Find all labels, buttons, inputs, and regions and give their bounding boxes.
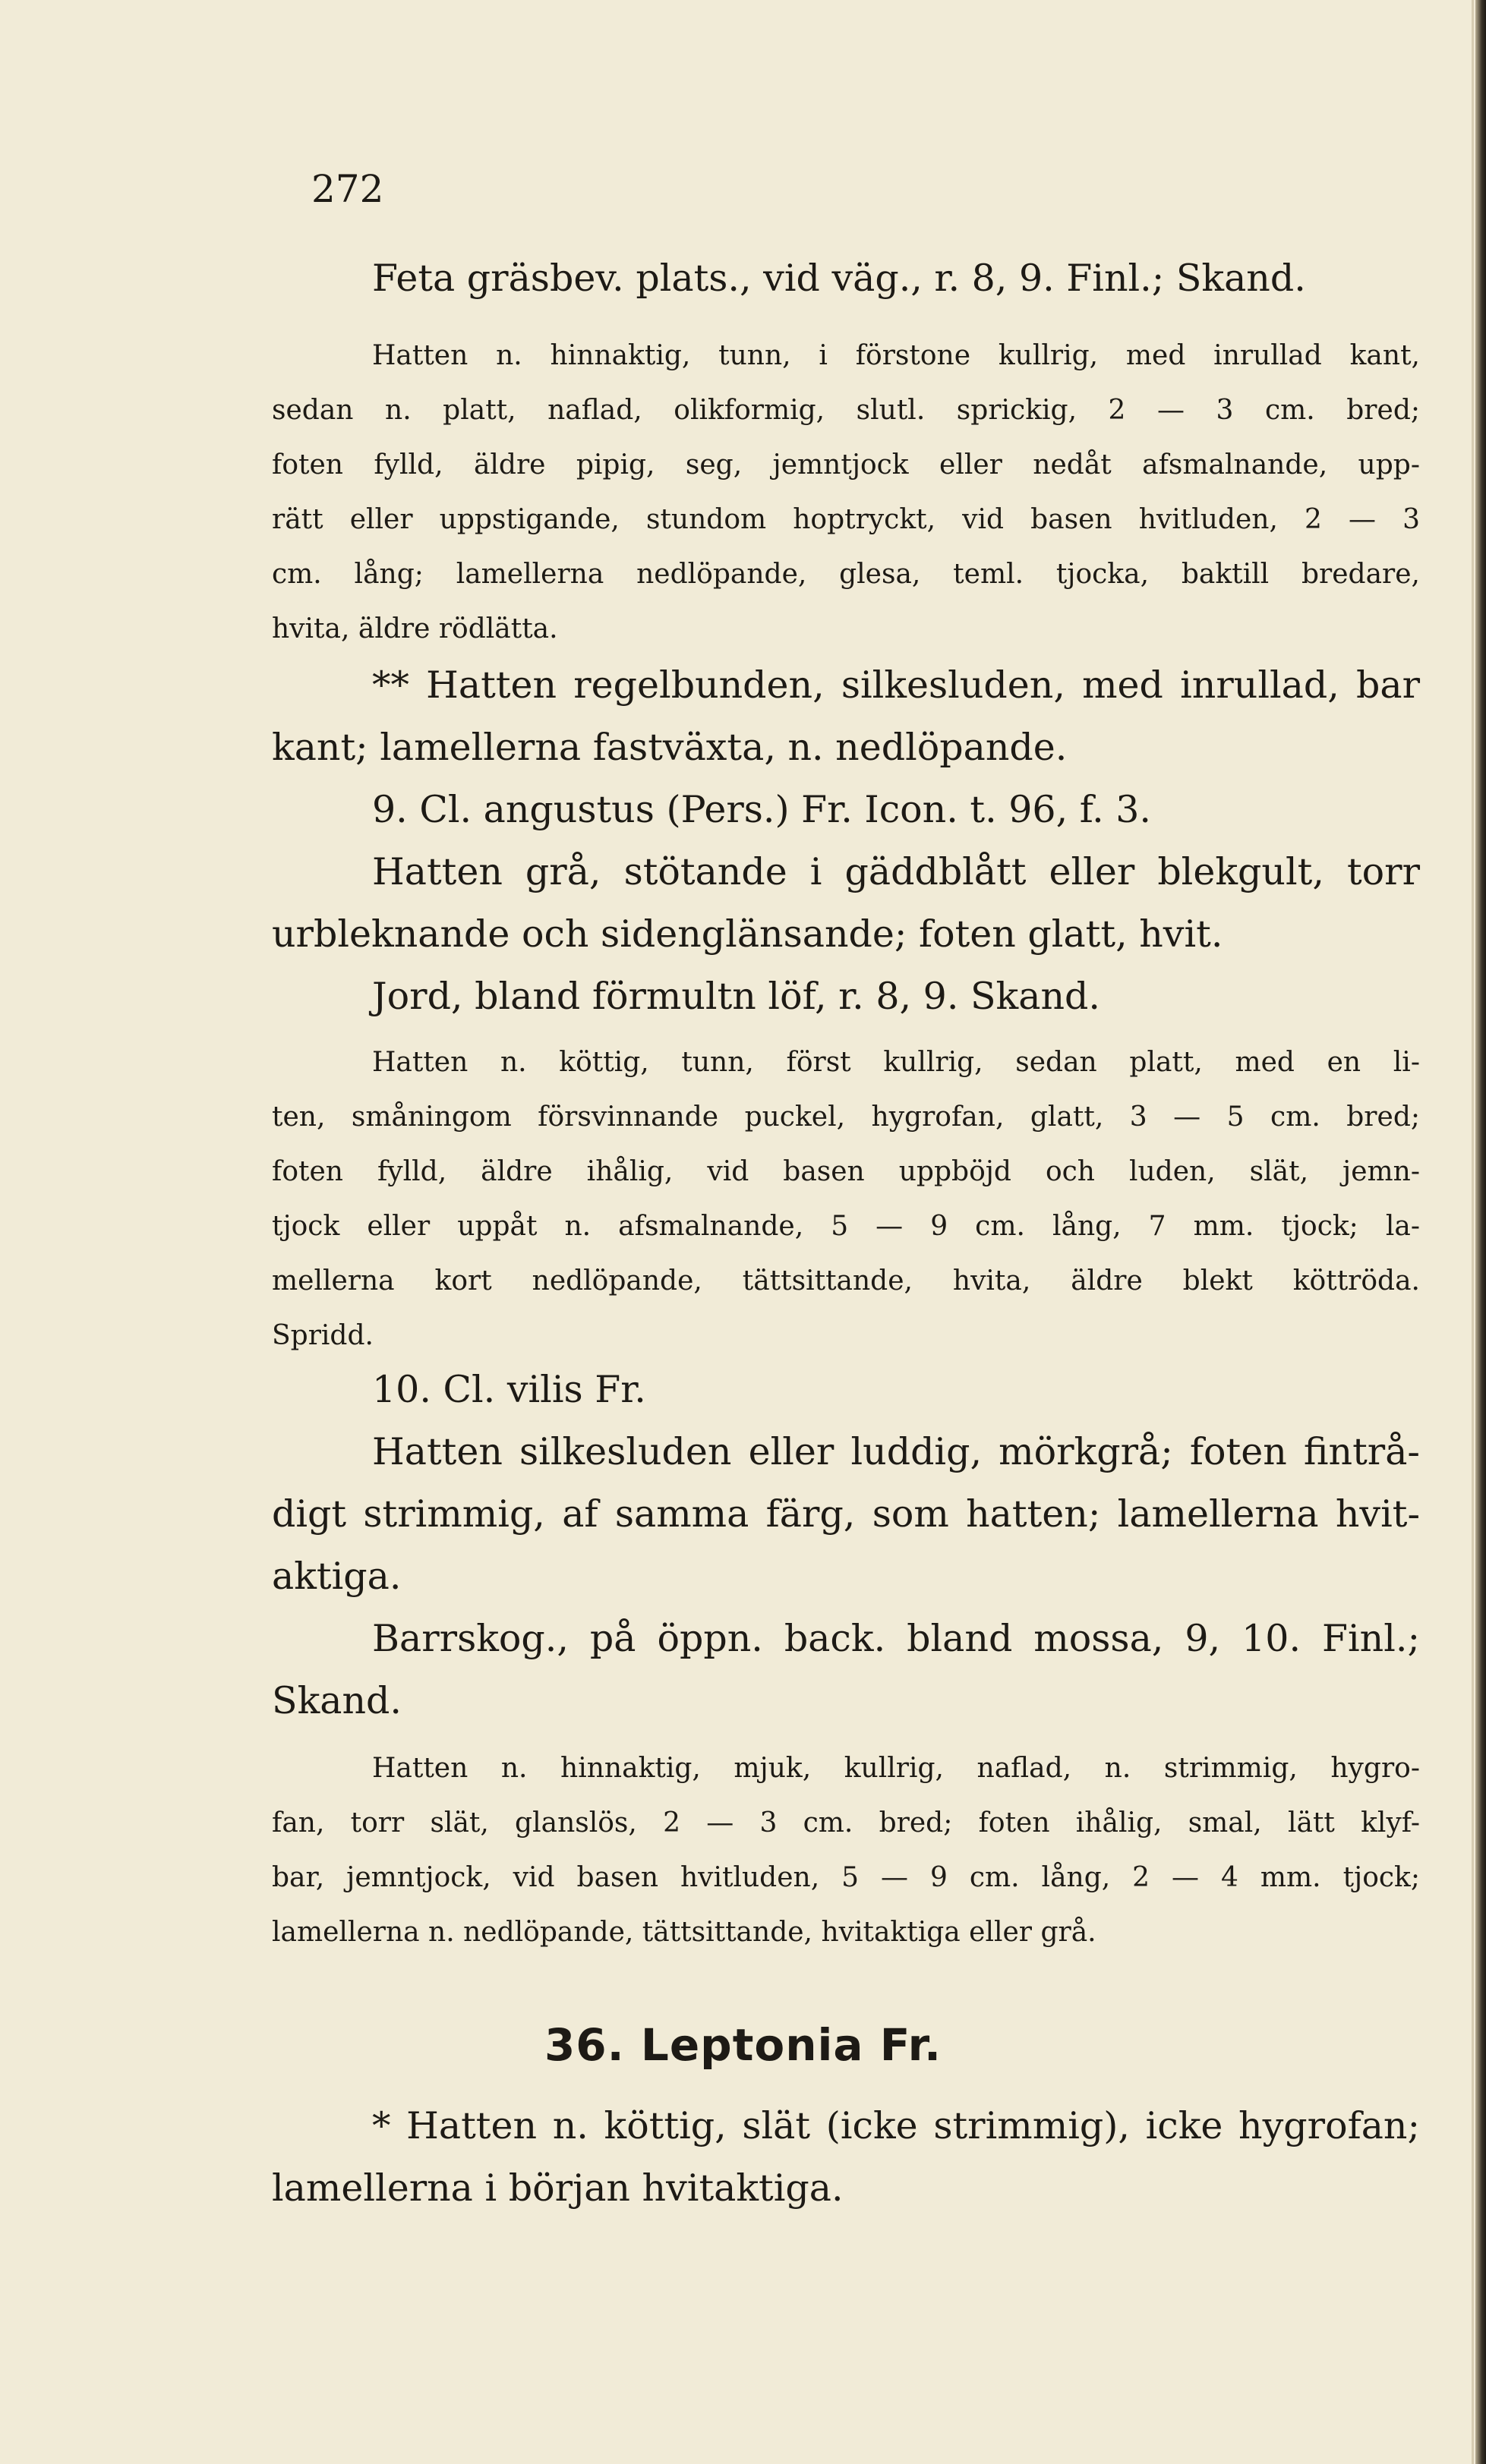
description-paragraph: [272, 329, 1420, 657]
text-line: 9. Cl. angustus (Pers.) Fr. Icon. t. 96, f. 3.: [372, 788, 1152, 831]
text-line: Feta gräsbev. plats., vid väg., r. 8, 9. Finl.; Skand.: [372, 257, 1306, 300]
text-line: sedan n. platt, naflad, olikformig, slutl. sprickig, 2 — 3 cm. bred;: [272, 395, 1420, 426]
text-line: Hatten n. köttig, tunn, först kullrig, sedan platt, med en li-: [372, 1047, 1420, 1078]
habitat-line: [272, 966, 1420, 1028]
text-line: Hatten n. hinnaktig, mjuk, kullrig, naflad, n. strimmig, hygro-: [372, 1753, 1420, 1784]
text-line: Barrskog., på öppn. back. bland mossa, 9, 10. Finl.;: [372, 1617, 1420, 1660]
text-line: urbleknande och sidenglänsande; foten glatt, hvit.: [272, 912, 1223, 956]
text-line: Jord, bland förmultn löf, r. 8, 9. Skand.: [372, 975, 1100, 1018]
section-key: [272, 2095, 1420, 2220]
text-line: mellerna kort nedlöpande, tättsittande, hvita, äldre blekt köttröda.: [272, 1265, 1420, 1297]
description-paragraph: [272, 1035, 1420, 1363]
text-line: lamellerna i början hvitaktiga.: [272, 2166, 844, 2210]
text-line: fan, torr slät, glanslös, 2 — 3 cm. bred; foten ihålig, smal, lätt klyf-: [272, 1807, 1420, 1839]
text-line: aktiga.: [272, 1555, 402, 1598]
text-line: Hatten silkesluden eller luddig, mörkgrå; foten fintrå-: [372, 1430, 1420, 1473]
text-line: foten fylld, äldre pipig, seg, jemntjock eller nedåt afsmalnande, upp-: [272, 449, 1420, 481]
text-line: ** Hatten regelbunden, silkesluden, med inrullad, bar: [372, 663, 1420, 707]
text-line: bar, jemntjock, vid basen hvitluden, 5 — 9 cm. lång, 2 — 4 mm. tjock;: [272, 1862, 1420, 1893]
section-key: [272, 654, 1420, 779]
page-number: 272: [311, 167, 384, 211]
text-line: cm. lång; lamellerna nedlöpande, glesa, teml. tjocka, baktill bredare,: [272, 559, 1420, 590]
text-line: 10. Cl. vilis Fr.: [372, 1368, 646, 1411]
habitat-line: [272, 247, 1420, 310]
text-line: tjock eller uppåt n. afsmalnande, 5 — 9 cm. lång, 7 mm. tjock; la-: [272, 1211, 1420, 1242]
text-line: digt strimmig, af samma färg, som hatten; lamellerna hvit-: [272, 1492, 1420, 1536]
book-spine: [1475, 0, 1486, 2464]
text-line: Hatten grå, stötande i gäddblått eller blekgult, torr: [372, 850, 1420, 893]
species-heading: [272, 779, 1420, 841]
text-line: Spridd.: [272, 1320, 374, 1351]
text-line: * Hatten n. köttig, slät (icke strimmig), icke hygrofan;: [372, 2104, 1420, 2147]
text-line: foten fylld, äldre ihålig, vid basen uppböjd och luden, slät, jemn-: [272, 1156, 1420, 1187]
description-paragraph: [272, 1741, 1420, 1960]
text-line: Hatten n. hinnaktig, tunn, i förstone kullrig, med inrullad kant,: [372, 340, 1420, 371]
genus-heading: 36. Leptonia Fr.: [544, 2019, 942, 2071]
species-diagnosis: [272, 1421, 1420, 1608]
text-line: rätt eller uppstigande, stundom hoptryckt, vid basen hvitluden, 2 — 3: [272, 504, 1420, 535]
species-diagnosis: [272, 841, 1420, 966]
species-heading: [272, 1359, 1420, 1421]
habitat-line: [272, 1608, 1420, 1732]
text-line: lamellerna n. nedlöpande, tättsittande, hvitaktiga eller grå.: [272, 1917, 1096, 1948]
page-edge: [1472, 0, 1474, 2464]
text-line: hvita, äldre rödlätta.: [272, 613, 558, 644]
text-line: Skand.: [272, 1679, 402, 1722]
text-line: ten, småningom försvinnande puckel, hygrofan, glatt, 3 — 5 cm. bred;: [272, 1101, 1420, 1133]
text-line: kant; lamellerna fastväxta, n. nedlöpande.: [272, 726, 1068, 769]
